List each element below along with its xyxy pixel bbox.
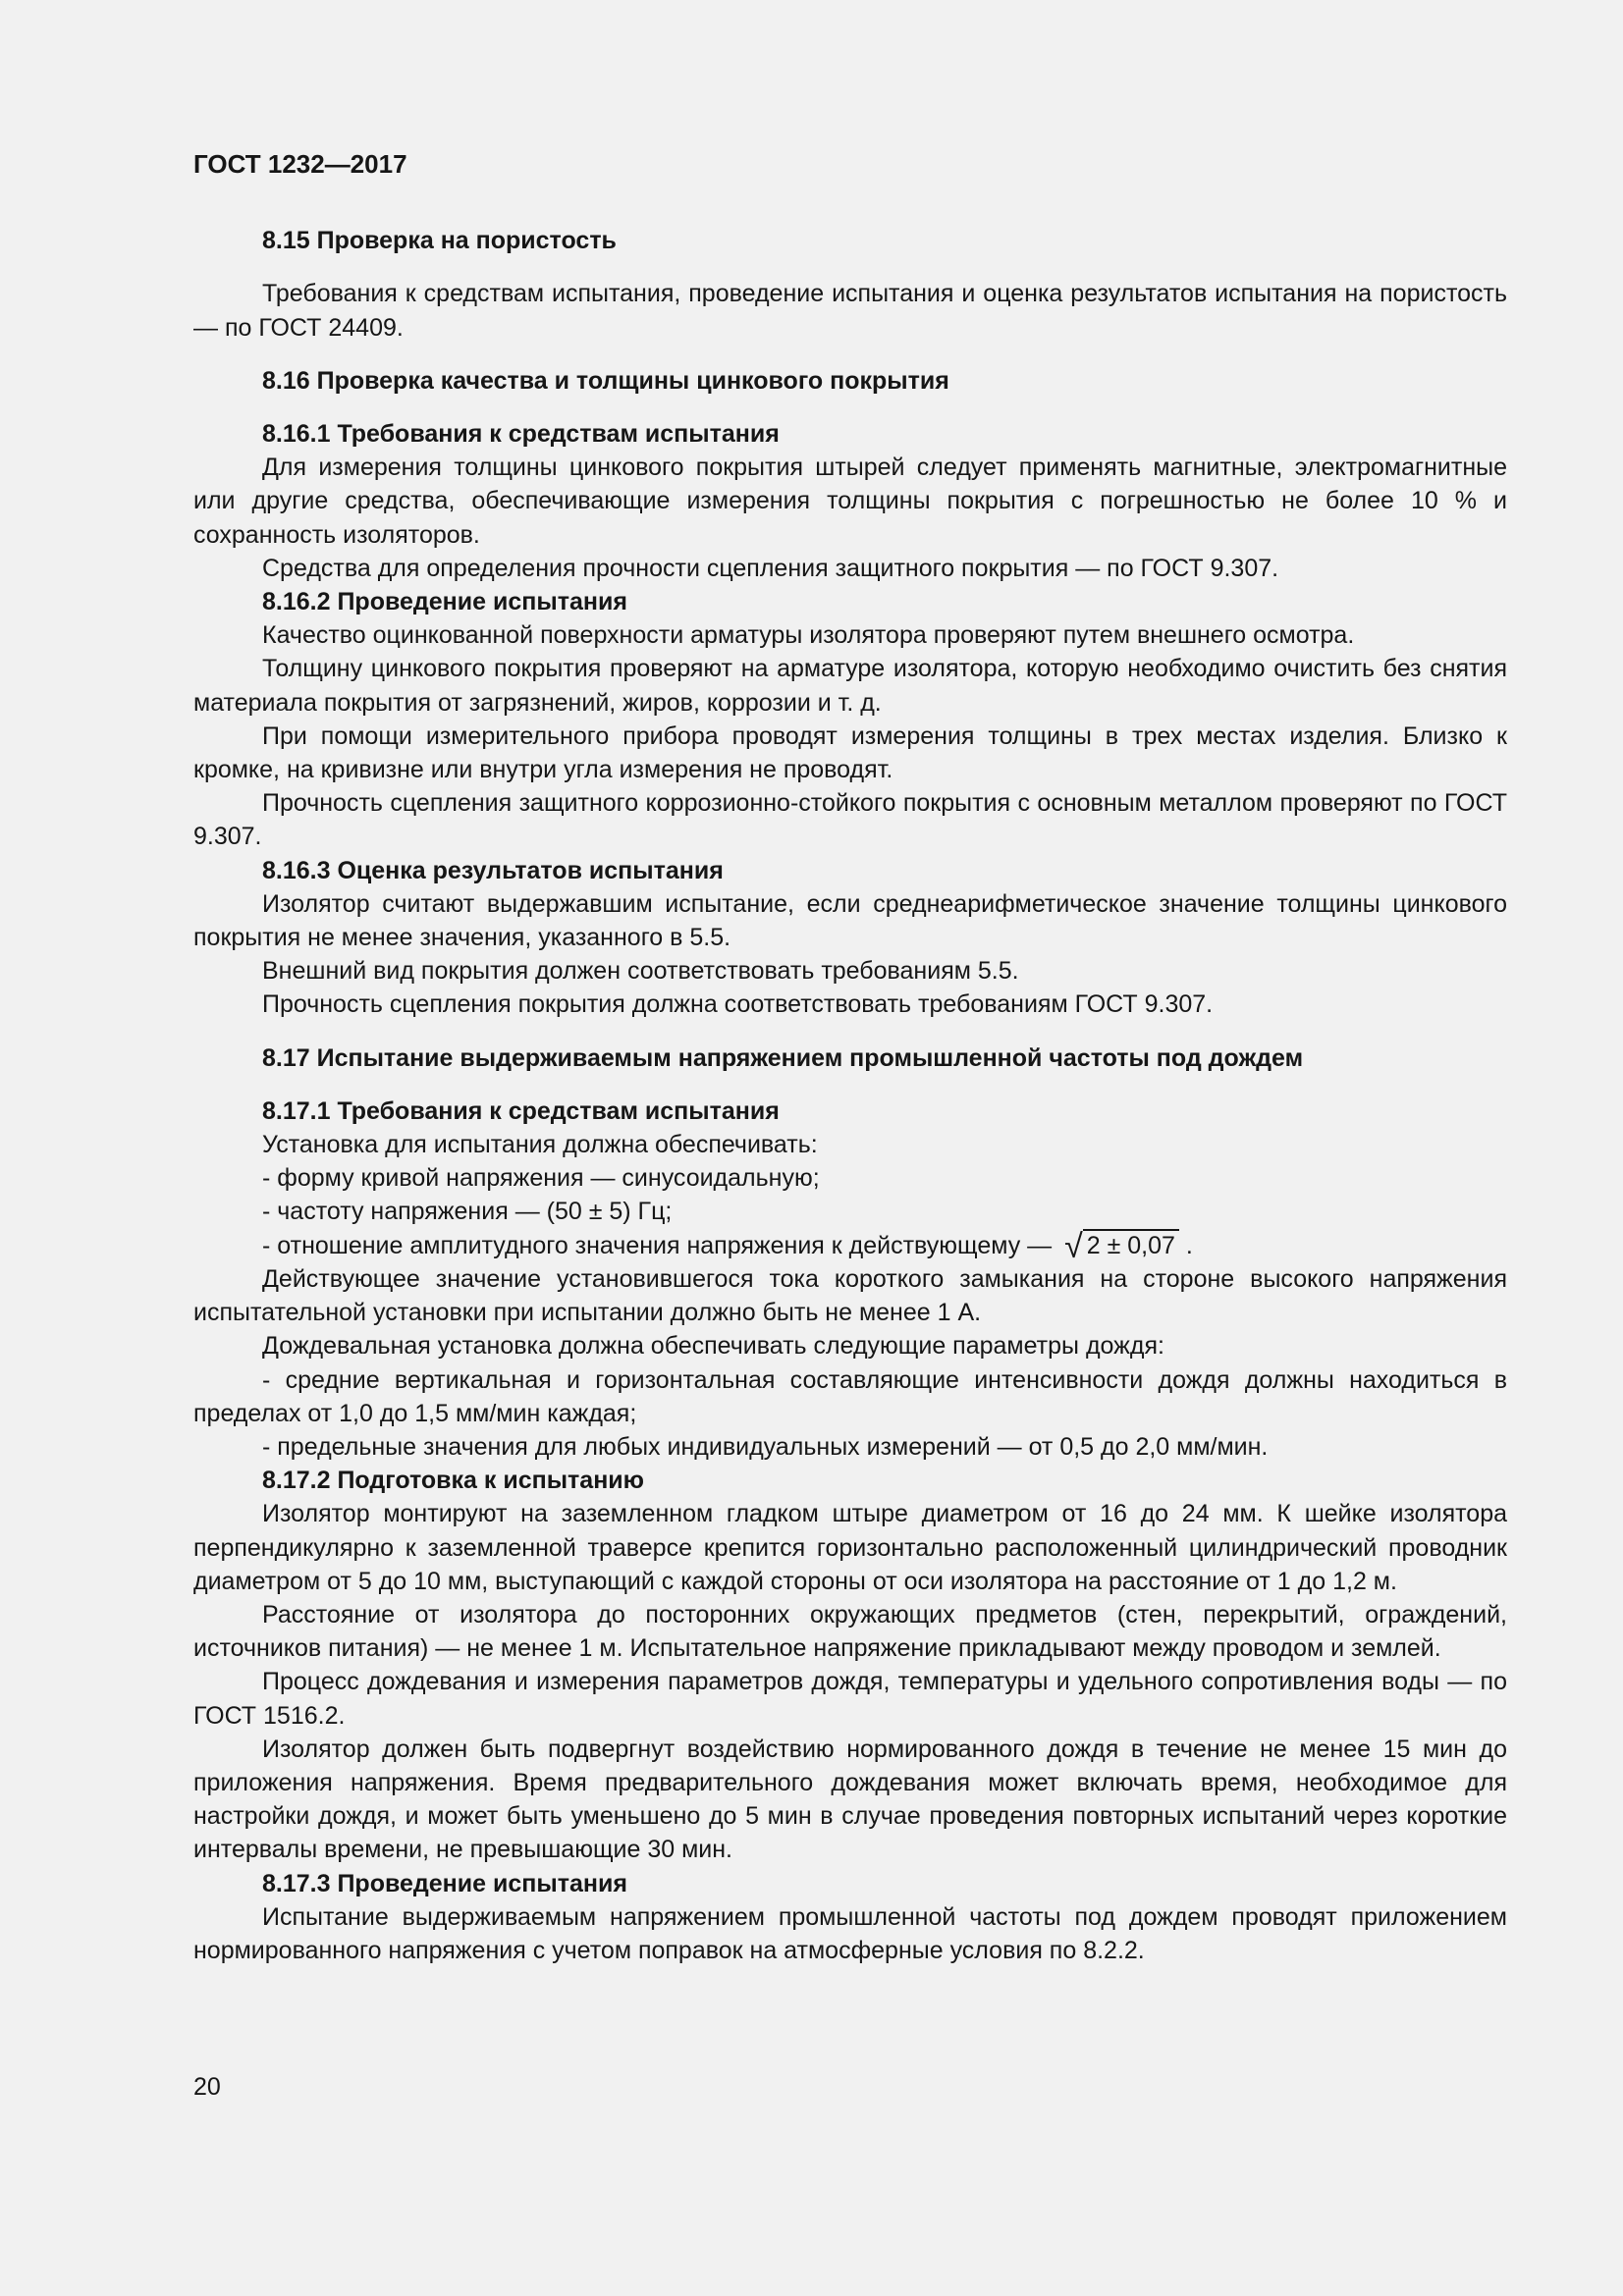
paragraph: Действующее значение установившегося тока короткого замыкания на стороне высокого напряжения испытательной установки при испытании должно быть не менее 1 А.: [193, 1264, 1507, 1327]
section-8-16-3-title: 8.16.3 Оценка результатов испытания: [262, 856, 724, 884]
section-8-16-2-title: 8.16.2 Проведение испытания: [262, 588, 627, 616]
list-item: - предельные значения для любых индивидуальных измерений — от 0,5 до 2,0 мм/мин.: [262, 1432, 1269, 1461]
list-item: - средние вертикальная и горизонтальная составляющие интенсивности дождя должны находиться в пределах от 1,0 до 1,5 мм/мин каждая;: [193, 1365, 1507, 1427]
section-8-15-title: 8.15 Проверка на пористость: [262, 227, 617, 255]
section-8-17-2-title: 8.17.2 Подготовка к испытанию: [262, 1467, 645, 1495]
paragraph: Расстояние от изолятора до посторонних окружающих предметов (стен, перекрытий, ограждений, источников питания) — не менее 1 м. Испытательное напряжение прикладывают между проводом и землей.: [193, 1600, 1507, 1663]
list-item-ratio: [193, 1227, 1507, 1265]
paragraph: Толщину цинкового покрытия проверяют на арматуре изолятора, которую необходимо очистить без снятия материала покрытия от загрязнений, жиров, коррозии и т. д.: [193, 655, 1507, 717]
paragraph: Изолятор считают выдержавшим испытание, если среднеарифметическое значение толщины цинкового покрытия не менее значения, указанного в 5.5.: [193, 889, 1507, 952]
section-8-17-title: 8.17 Испытание выдерживаемым напряжением промышленной частоты под дождем: [262, 1043, 1304, 1072]
list-item: - частоту напряжения — (50 ± 5) Гц;: [262, 1198, 673, 1226]
section-8-17-3-title: 8.17.3 Проведение испытания: [262, 1869, 627, 1897]
section-8-15-text: Требования к средствам испытания, проведение испытания и оценка результатов испытания на пористость — по ГОСТ 24409.: [193, 280, 1507, 342]
paragraph: При помощи измерительного прибора проводят измерения толщины в трех местах изделия. Близко к кромке, на кривизне или внутри угла измерения не проводят.: [193, 721, 1507, 784]
section-8-16-1-title: 8.16.1 Требования к средствам испытания: [262, 420, 780, 449]
doc-title: ГОСТ 1232—2017: [193, 149, 407, 179]
paragraph: Внешний вид покрытия должен соответствовать требованиям 5.5.: [262, 957, 1019, 986]
radicand: 2 ± 0,07: [1083, 1229, 1179, 1260]
page-number: 20: [193, 2073, 221, 2101]
section-8-17-1-title: 8.17.1 Требования к средствам испытания: [262, 1096, 780, 1125]
paragraph: Установка для испытания должна обеспечивать:: [262, 1131, 818, 1159]
list-item-end: .: [1185, 1231, 1193, 1259]
radical-sign-icon: √: [1064, 1227, 1083, 1265]
paragraph: Качество оцинкованной поверхности арматуры изолятора проверяют путем внешнего осмотра.: [262, 621, 1355, 650]
list-item: - форму кривой напряжения — синусоидальную;: [262, 1164, 820, 1193]
paragraph: Прочность сцепления покрытия должна соответствовать требованиям ГОСТ 9.307.: [262, 990, 1214, 1019]
paragraph: Испытание выдерживаемым напряжением промышленной частоты под дождем проводят приложением нормированного напряжения с учетом поправок на атмосферные условия по 8.2.2.: [193, 1902, 1507, 1964]
page-content: [193, 147, 1507, 1967]
paragraph: Средства для определения прочности сцепления защитного покрытия — по ГОСТ 9.307.: [262, 554, 1279, 582]
paragraph: Дождевальная установка должна обеспечивать следующие параметры дождя:: [262, 1332, 1164, 1361]
paragraph: Изолятор монтируют на заземленном гладком штыре диаметром от 16 до 24 мм. К шейке изолятора перпендикулярно к заземленной траверсе крепится горизонтально расположенный цилиндрический проводник диаметром от 5 до 10 мм, выступающий с каждой стороны от оси изолятора на расстояние от 1 до 1,2 м.: [193, 1500, 1507, 1595]
list-item-text: - отношение амплитудного значения напряжения к действующему —: [262, 1231, 1053, 1259]
paragraph: Прочность сцепления защитного коррозионно-стойкого покрытия с основным металлом проверяют по ГОСТ 9.307.: [193, 789, 1507, 851]
section-8-16-title: 8.16 Проверка качества и толщины цинкового покрытия: [262, 366, 949, 395]
paragraph: Процесс дождевания и измерения параметров дождя, температуры и удельного сопротивления воды — по ГОСТ 1516.2.: [193, 1668, 1507, 1730]
square-root-formula: [1064, 1227, 1179, 1265]
paragraph: Для измерения толщины цинкового покрытия штырей следует применять магнитные, электромагнитные или другие средства, обеспечивающие измерения толщины покрытия с погрешностью не более 10 % и сохранность изоляторов.: [193, 454, 1507, 549]
paragraph: Изолятор должен быть подвергнут воздействию нормированного дождя в течение не менее 15 мин до приложения напряжения. Время предварительного дождевания может включать время, необходимое для настройки дождя, и может быть уменьшено до 5 мин в случае проведения повторных испытаний через короткие интервалы времени, не превышающие 30 мин.: [193, 1735, 1507, 1864]
